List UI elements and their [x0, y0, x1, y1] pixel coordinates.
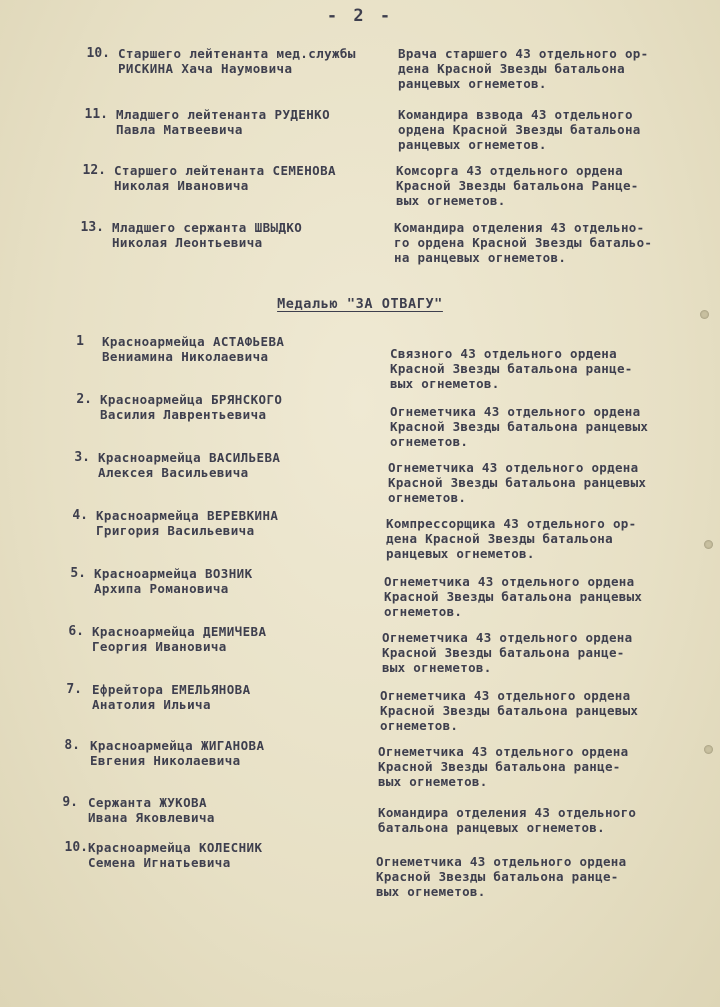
entry-name: Красноармейца БРЯНСКОГО Василия Лаврентьевича [100, 392, 283, 422]
entry-position: Комсорга 43 отдельного ордена Красной Звезды батальона Ранце- вых огнеметов. [396, 163, 639, 208]
entry-name: Старшего лейтенанта СЕМЕНОВА Николая Ивановича [114, 163, 336, 193]
punch-hole-bottom [704, 745, 713, 754]
entry-number: 4. [72, 508, 88, 523]
entry-number: 6. [68, 624, 84, 639]
entry-number: 8. [64, 738, 80, 753]
entry-name: Ефрейтора ЕМЕЛЬЯНОВА Анатолия Ильича [92, 682, 251, 712]
entry-number: 10. [64, 840, 88, 855]
entry-position: Командира взвода 43 отдельного ордена Красной Звезды батальона ранцевых огнеметов. [398, 107, 641, 152]
entry-name: Красноармейца ДЕМИЧЕВА Георгия Ивановича [92, 624, 267, 654]
entry-name: Красноармейца ВАСИЛЬЕВА Алексея Васильевича [98, 450, 281, 480]
section-heading-text: Медалью "ЗА ОТВАГУ" [277, 296, 443, 312]
entry-position: Огнеметчика 43 отдельного ордена Красной Звезды батальона ранце- вых огнеметов. [382, 630, 633, 675]
entry-name: Младшего лейтенанта РУДЕНКО Павла Матвеевича [116, 107, 330, 137]
entry-name: Красноармейца ВЕРЕВКИНА Григория Васильевича [96, 508, 279, 538]
entry-position: Компрессорщика 43 отдельного ор- дена Красной Звезды батальона ранцевых огнеметов. [386, 516, 637, 561]
entry-position: Связного 43 отдельного ордена Красной Звезды батальона ранце- вых огнеметов. [390, 346, 633, 391]
entry-number: 3. [74, 450, 90, 465]
entry-number: 9. [62, 795, 78, 810]
entry-name: Красноармейца ЖИГАНОВА Евгения Николаевича [90, 738, 265, 768]
entry-number: 1 [76, 334, 84, 349]
entry-position: Огнеметчика 43 отдельного ордена Красной Звезды батальона ранцевых огнеметов. [388, 460, 647, 505]
entry-name: Красноармейца КОЛЕСНИК Семена Игнатьевича [88, 840, 263, 870]
entry-name: Красноармейца ВОЗНИК Архипа Романовича [94, 566, 253, 596]
entry-number: 5. [70, 566, 86, 581]
entry-name: Сержанта ЖУКОВА Ивана Яковлевича [88, 795, 215, 825]
entry-name: Младшего сержанта ШВЫДКО Николая Леонтьевича [112, 220, 303, 250]
entry-position: Огнеметчика 43 отдельного ордена Красной Звезды батальона ранцевых огнеметов. [384, 574, 643, 619]
entry-number: 7. [66, 682, 82, 697]
entry-name: Старшего лейтенанта мед.службы РИСКИНА Хача Наумовича [118, 46, 356, 76]
entry-position: Врача старшего 43 отдельного ор- дена Красной Звезды батальона ранцевых огнеметов. [398, 46, 649, 91]
entry-number: 2. [76, 392, 92, 407]
entry-position: Огнеметчика 43 отдельного ордена Красной Звезды батальона ранцевых огнеметов. [380, 688, 639, 733]
entry-name: Красноармейца АСТАФЬЕВА Вениамина Николаевича [102, 334, 285, 364]
entry-number: 10. [86, 46, 110, 61]
section-heading [0, 296, 720, 312]
entry-position: Огнеметчика 43 отдельного ордена Красной Звезды батальона ранцевых огнеметов. [390, 404, 649, 449]
punch-hole-middle [704, 540, 713, 549]
entry-number: 13. [80, 220, 104, 235]
page-number: - 2 - [326, 6, 394, 26]
entry-position: Огнеметчика 43 отдельного ордена Красной Звезды батальона ранце- вых огнеметов. [376, 854, 627, 899]
entry-position: Командира отделения 43 отдельного батальона ранцевых огнеметов. [378, 805, 637, 835]
entry-number: 12. [82, 163, 106, 178]
entry-position: Огнеметчика 43 отдельного ордена Красной Звезды батальона ранце- вых огнеметов. [378, 744, 629, 789]
entry-position: Командира отделения 43 отдельно- го ордена Красной Звезды батальо- на ранцевых огнеметов. [394, 220, 653, 265]
entry-number: 11. [84, 107, 108, 122]
